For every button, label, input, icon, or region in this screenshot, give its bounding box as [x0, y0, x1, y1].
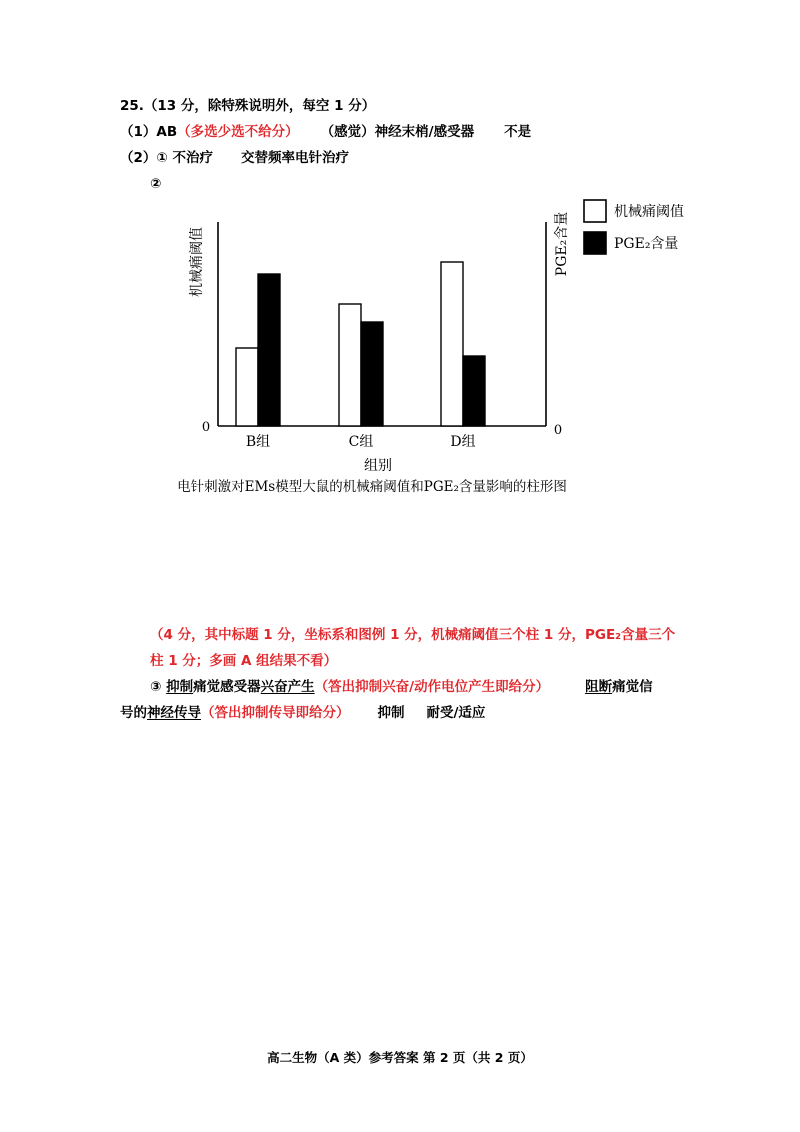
sub-3-text-signal: 痛觉信 [612, 679, 653, 695]
legend-swatch-2 [584, 232, 606, 254]
bar-pge2-1 [258, 274, 280, 426]
answer-sub-3-line-1 [150, 678, 653, 696]
y-left-zero-label: 0 [201, 420, 211, 435]
sub-1-answer-a: 不治疗 [172, 150, 214, 166]
grading-note-line-2: 柱 1 分；多画 A 组结果不看） [150, 653, 338, 669]
bar-threshold-3 [441, 262, 463, 426]
sub-3-text-of: 号的 [120, 705, 147, 721]
chart-legend [584, 200, 684, 254]
y-right-zero-label: 0 [553, 423, 563, 438]
bar-chart [0, 0, 800, 520]
bar-pge2-3 [463, 356, 485, 426]
bar-threshold-1 [236, 348, 258, 426]
part-1-answer-2: （感觉）神经末梢/感受器 [320, 124, 475, 140]
sub-3-answer-b: 耐受/适应 [426, 705, 486, 721]
sub-1-mark: ① [156, 150, 168, 166]
x-tick-label-3: D组 [450, 434, 476, 450]
sub-3-keyword-conduction: 神经传导 [147, 705, 201, 721]
legend-swatch-1 [584, 200, 606, 222]
sub-3-keyword-block: 阻断 [585, 679, 613, 695]
grading-note-line-1: （4 分，其中标题 1 分，坐标系和图例 1 分，机械痛阈值三个柱 1 分，PGE₂含量三个 [150, 627, 676, 643]
y-right-title: PGE₂含量 [554, 211, 570, 277]
sub-3-answer-a: 抑制 [377, 705, 405, 721]
sub-3-text-receptor: 痛觉感受器 [193, 679, 261, 695]
x-tick-label-2: C组 [348, 434, 374, 450]
chart-title: 电针刺激对EMs模型大鼠的机械痛阈值和PGE₂含量影响的柱形图 [177, 479, 567, 495]
chart-bars [236, 262, 485, 426]
answer-sub-3-line-2 [120, 704, 485, 722]
part-2-number: （2） [120, 150, 157, 166]
y-left-title: 机械痛阈值 [189, 227, 205, 297]
sub-3-grading-note-1: （答出抑制兴奋/动作电位产生即给分） [314, 679, 550, 695]
sub-2-mark: ② [150, 176, 162, 192]
question-header: 25.（13 分，除特殊说明外，每空 1 分） [120, 98, 376, 114]
sub-3-grading-note-2: （答出抑制传导即给分） [201, 705, 350, 721]
part-1-grading-note: （多选少选不给分） [177, 124, 299, 140]
sub-1-answer-b: 交替频率电针治疗 [241, 150, 350, 166]
part-1-answer-3: 不是 [504, 124, 532, 140]
bar-threshold-2 [339, 304, 361, 426]
part-1-answer-1: AB [156, 124, 178, 140]
bar-pge2-2 [361, 322, 383, 426]
legend-label-1: 机械痛阈值 [614, 204, 684, 220]
sub-3-keyword-inhibit: 抑制 [166, 679, 194, 695]
sub-3-keyword-excitation: 兴奋产生 [260, 679, 315, 695]
page-footer: 高二生物（A 类）参考答案 第 2 页（共 2 页） [267, 1050, 533, 1065]
part-1-number: （1） [120, 124, 157, 140]
legend-label-2: PGE₂含量 [614, 236, 679, 252]
x-axis-title: 组别 [364, 458, 392, 474]
sub-3-mark: ③ [150, 679, 162, 695]
x-tick-label-1: B组 [245, 434, 271, 450]
